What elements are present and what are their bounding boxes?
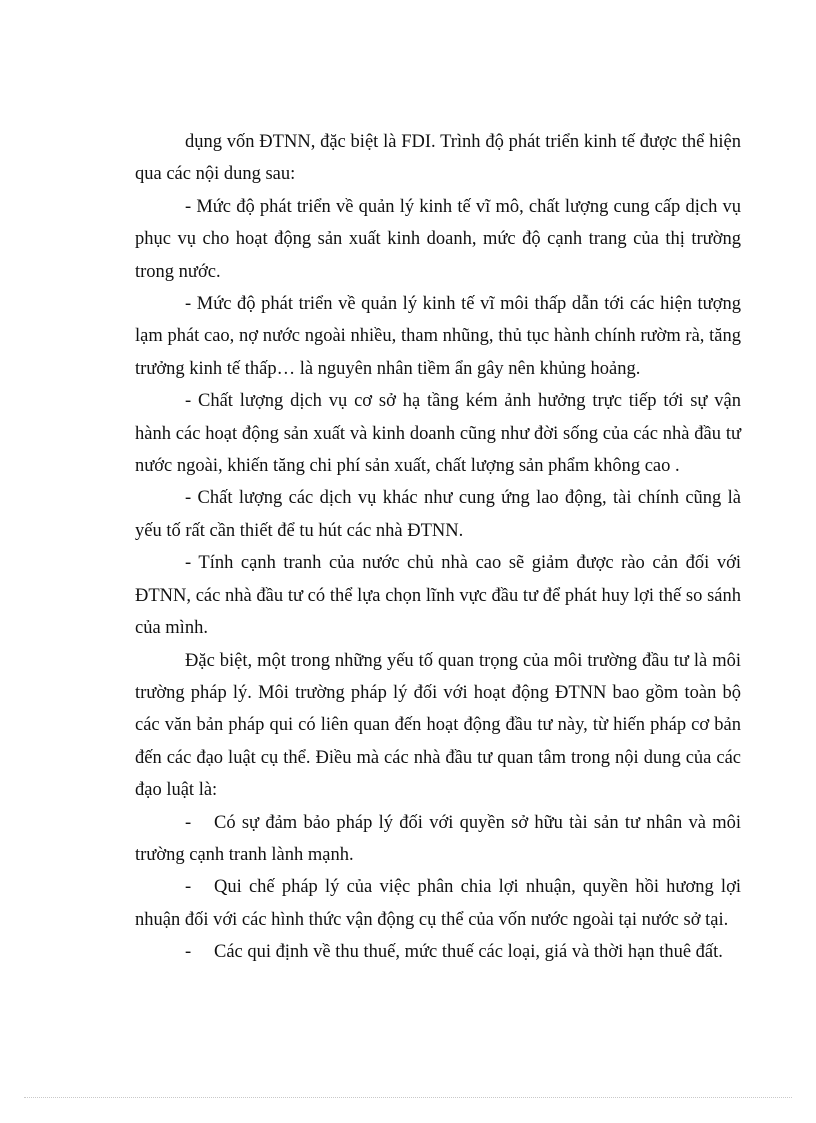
bullet-text: Có sự đảm bảo pháp lý đối với quyền sở hữu tài sản tư nhân và môi trường cạnh tranh lành mạnh. bbox=[135, 812, 741, 865]
paragraph-competitiveness: - Tính cạnh tranh của nước chủ nhà cao sẽ giảm được rào cản đối với ĐTNN, các nhà đầu tư có thể lựa chọn lĩnh vực đầu tư để phát huy lợi thế so sánh của mình. bbox=[135, 553, 741, 639]
bullet-item-taxation bbox=[135, 936, 741, 968]
paragraph-legal-environment: Đặc biệt, một trong những yếu tố quan trọng của môi trường đầu tư là môi trường pháp lý. Môi trường pháp lý đối với hoạt động ĐTNN bao gồm toàn bộ các văn bản pháp qui có liên quan đến hoạt động đầu tư này, từ hiến pháp cơ bản đến các đạo luật cụ thể. Điều mà các nhà đầu tư quan tâm trong nội dung của các đạo luật là: bbox=[135, 650, 741, 801]
bullet-text: Các qui định về thu thuế, mức thuế các loại, giá và thời hạn thuê đất. bbox=[214, 942, 723, 963]
paragraph-other-services: - Chất lượng các dịch vụ khác như cung ứng lao động, tài chính cũng là yếu tố rất cần thiết để tu hút các nhà ĐTNN. bbox=[135, 488, 741, 541]
document-page bbox=[135, 126, 741, 969]
bullet-dash: - bbox=[185, 812, 192, 833]
bullet-text: Qui chế pháp lý của việc phân chia lợi nhuận, quyền hồi hương lợi nhuận đối với các hình thức vận động cụ thể của vốn nước ngoài tại nước sở tại. bbox=[135, 877, 741, 930]
paragraph-macro-management: - Mức độ phát triển về quản lý kinh tế vĩ mô, chất lượng cung cấp dịch vụ phục vụ cho hoạt động sản xuất kinh doanh, mức độ cạnh trang của thị trường trong nước. bbox=[135, 196, 741, 282]
paragraph-weak-management: - Mức độ phát triển về quản lý kinh tế vĩ môi thấp dẫn tới các hiện tượng lạm phát cao, nợ nước ngoài nhiều, tham nhũng, thủ tục hành chính rườm rà, tăng trưởng kinh tế thấp… là nguyên nhân tiềm ẩn gây nên khủng hoảng. bbox=[135, 294, 741, 379]
paragraph-infrastructure: - Chất lượng dịch vụ cơ sở hạ tầng kém ảnh hưởng trực tiếp tới sự vận hành các hoạt động sản xuất và kinh doanh cũng như đời sống của các nhà đầu tư nước ngoài, khiến tăng chi phí sản xuất, chất lượng sản phẩm không cao . bbox=[135, 391, 741, 477]
bullet-item-property-rights bbox=[135, 807, 741, 872]
bullet-dash: - bbox=[185, 877, 192, 898]
bullet-item-profit-repatriation bbox=[135, 871, 741, 936]
bullet-dash: - bbox=[185, 942, 192, 963]
page-bottom-divider bbox=[24, 1097, 792, 1098]
paragraph-continuation: dụng vốn ĐTNN, đặc biệt là FDI. Trình độ phát triển kinh tế được thể hiện qua các nội dung sau: bbox=[135, 132, 741, 185]
